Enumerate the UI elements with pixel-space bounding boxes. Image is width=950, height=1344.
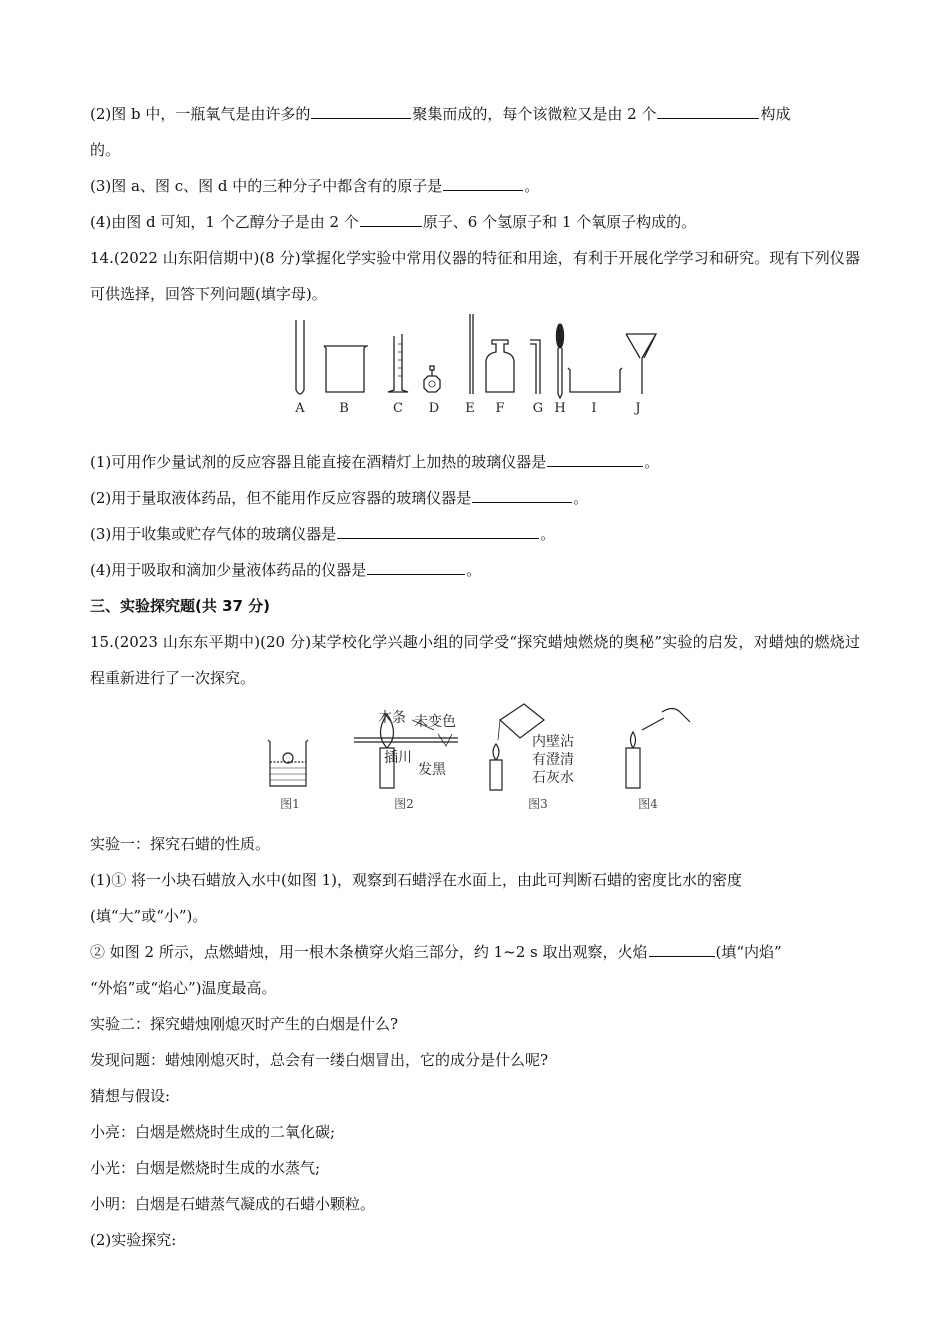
q13-part2-cont: 的。 (90, 141, 121, 159)
fig3-caption: 图3 (528, 797, 548, 811)
match-hand (642, 708, 690, 730)
label-a: A (295, 401, 305, 416)
section-heading: 三、实验探究题(共 37 分) (90, 597, 271, 615)
q13-part4 (90, 204, 696, 240)
fig2-label-unchanged: 未变色 (414, 714, 456, 730)
answer-blank[interactable] (657, 102, 759, 119)
answer-blank[interactable] (443, 174, 523, 191)
candle-fig3 (490, 760, 502, 790)
label-h: H (554, 401, 566, 416)
q14-part1 (90, 444, 659, 480)
glass-rod-e (470, 314, 473, 394)
label-c: C (393, 401, 403, 416)
answer-blank[interactable] (649, 940, 715, 957)
q13-part2-text-c: 构成 (760, 105, 791, 123)
q14-part2-text: (2)用于量取液体药品，但不能用作反应容器的玻璃仪器是 (90, 489, 472, 507)
fig2-label-stick: 木条 (378, 710, 406, 726)
fig2-label-black: 发黑 (418, 762, 446, 778)
q14-part1-end: 。 (644, 453, 660, 471)
q15-guess: 猜想与假设: (90, 1087, 171, 1105)
trough-i (568, 368, 622, 392)
fig2-label-insert: 插川 (384, 750, 412, 766)
dropper-h (558, 348, 562, 398)
q15-step3: (2)实验探究: (90, 1231, 177, 1249)
candle-experiment-figure (262, 700, 702, 818)
q13-part3-text-a: (3)图 a、图 c、图 d 中的三种分子中都含有的原子是 (90, 177, 443, 195)
label-b: B (339, 401, 349, 416)
q14-intro: 14.(2022 山东阳信期中)(8 分)掌握化学实验中常用仪器的特征和用途，有利于开展化学学习和研究。现有下列仪器可供选择，回答下列问题(填字母)。 (90, 249, 860, 303)
fig3-label-wall2: 有澄清 (532, 752, 574, 768)
label-d: D (428, 401, 440, 416)
q15-intro: 15.(2023 山东东平期中)(20 分)某学校化学兴趣小组的同学受“探究蜡烛燃烧的奥秘”实验的启发，对蜡烛的燃烧过程重新进行了一次探究。 (90, 633, 860, 687)
fig3-label-wall1: 内壁沾 (532, 734, 574, 750)
label-e: E (465, 401, 475, 416)
q15-step2-cont: “外焰”或“焰心”)温度最高。 (90, 979, 277, 997)
q14-part3 (90, 516, 555, 552)
gas-bottle-f (486, 340, 514, 392)
q15-guang: 小光：白烟是燃烧时生成的水蒸气; (90, 1159, 321, 1177)
q14-part1-text: (1)可用作少量试剂的反应容器且能直接在酒精灯上加热的玻璃仪器是 (90, 453, 547, 471)
answer-blank[interactable] (547, 450, 643, 467)
answer-blank[interactable] (337, 522, 539, 539)
answer-blank[interactable] (367, 558, 465, 575)
label-f: F (495, 401, 505, 416)
candle-fig4 (626, 748, 640, 788)
alcohol-lamp-d (424, 366, 440, 392)
label-i: I (591, 401, 597, 416)
fig2-caption: 图2 (394, 797, 414, 811)
q15-exp2: 实验二：探究蜡烛刚熄灭时产生的白烟是什么? (90, 1015, 399, 1033)
bent-tube-g (530, 340, 540, 394)
q15-step2-hint: (填“内焰” (715, 943, 782, 961)
lab-apparatus-figure (290, 314, 670, 420)
q13-part3-text-b: 。 (524, 177, 540, 195)
q14-part4-text: (4)用于吸取和滴加少量液体药品的仪器是 (90, 561, 367, 579)
q13-part2-text-a: (2)图 b 中，一瓶氧气是由许多的 (90, 105, 311, 123)
funnel-j (626, 334, 656, 394)
q15-liang: 小亮：白烟是燃烧时生成的二氧化碳; (90, 1123, 336, 1141)
q14-part2-end: 。 (573, 489, 589, 507)
q15-exp1: 实验一：探究石蜡的性质。 (90, 835, 271, 853)
q15-step1: (1)① 将一小块石蜡放入水中(如图 1)，观察到石蜡浮在水面上，由此可判断石蜡的密度比水的密度 (90, 871, 743, 889)
q15-ming: 小明：白烟是石蜡蒸气凝成的石蜡小颗粒。 (90, 1195, 376, 1213)
fig3-label-wall3: 石灰水 (532, 770, 574, 786)
q13-part3 (90, 168, 539, 204)
q14-part3-end: 。 (540, 525, 556, 543)
q13-part4-text-a: (4)由图 d 可知，1 个乙醇分子是由 2 个 (90, 213, 359, 231)
q15-step2-text: ② 如图 2 所示，点燃蜡烛，用一根木条横穿火焰三部分，约 1~2 s 取出观察，火焰 (90, 943, 648, 961)
answer-blank[interactable] (311, 102, 411, 119)
q14-part2 (90, 480, 588, 516)
fig4-caption: 图4 (638, 797, 658, 811)
answer-blank[interactable] (472, 486, 572, 503)
q13-part4-text-b: 原子、6 个氢原子和 1 个氧原子构成的。 (422, 213, 697, 231)
q13-part2-text-b: 聚集而成的，每个该微粒又是由 2 个 (412, 105, 657, 123)
graduated-cylinder-c (388, 334, 408, 392)
answer-blank[interactable] (360, 210, 422, 227)
test-tube-a (296, 320, 304, 394)
beaker-b (324, 346, 368, 392)
label-j: J (635, 401, 641, 416)
q13-part2 (90, 96, 791, 132)
q14-part3-text: (3)用于收集或贮存气体的玻璃仪器是 (90, 525, 337, 543)
fig1-caption: 图1 (280, 797, 300, 811)
label-g: G (532, 401, 544, 416)
q14-part4 (90, 552, 481, 588)
q15-step1-cont: (填“大”或“小”)。 (90, 907, 208, 925)
inverted-beaker (500, 704, 544, 738)
q15-step2 (90, 934, 782, 970)
q15-found: 发现问题：蜡烛刚熄灭时，总会有一缕白烟冒出，它的成分是什么呢? (90, 1051, 549, 1069)
q14-part4-end: 。 (466, 561, 482, 579)
